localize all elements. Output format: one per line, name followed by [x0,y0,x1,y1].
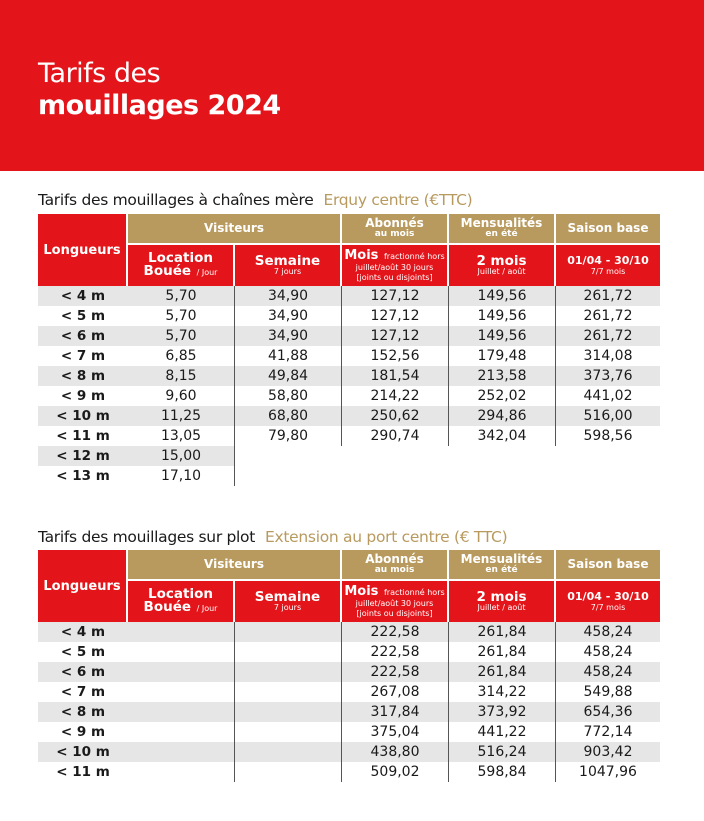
semaine-cell [235,722,342,742]
rates-table-plot [38,550,660,782]
table-row [38,406,660,426]
header-mois-sub2: juillet/août 30 jours [355,263,434,273]
header-mensualites [449,214,556,245]
location-cell [128,662,235,682]
length-cell: < 7 m [60,348,106,364]
length-cell: < 11 m [56,428,110,444]
table-row [38,622,660,642]
header-location [128,245,235,286]
header-deux-mois-sub: Juillet / août [477,266,526,276]
table1-title: Tarifs des mouillages à chaînes mère [38,191,314,209]
title-banner [0,0,704,171]
header-abonnes-label: Abonnés [365,551,424,566]
header-location [128,581,235,622]
length-cell: < 12 m [38,446,128,466]
location-cell [128,702,235,722]
table-row [38,306,660,326]
table-row [38,722,660,742]
semaine-cell [235,622,342,642]
saison-cell: 261,72 [556,286,660,306]
mois-cell: 267,08 [342,682,449,702]
saison-cell: 458,24 [556,662,660,682]
table2-subtitle: Extension au port centre (€ TTC) [265,528,508,546]
header-mois-sub3: [joints ou disjoints] [356,609,433,619]
deux-mois-cell: 252,02 [449,386,556,406]
header-mensualites-sub: en été [485,228,518,239]
header-mensualites-label: Mensualités [460,215,543,230]
table-row [38,662,660,682]
deux-mois-cell: 179,48 [449,346,556,366]
header-deux-mois-label: 2 mois [476,252,527,269]
saison-cell: 598,56 [583,428,633,444]
deux-mois-cell: 342,04 [449,426,556,446]
rates-table-chaines [38,214,660,486]
deux-mois-cell: 261,84 [449,622,556,642]
header-deux-mois-sub: Juillet / août [477,602,526,612]
table-row [38,346,660,366]
deux-mois-cell: 294,86 [449,406,556,426]
header-visiteurs: Visiteurs [128,214,342,245]
saison-cell: 458,24 [583,644,633,660]
header-mensualites-sub: en été [485,564,518,575]
header-mois [342,245,449,286]
header-abonnes-label: Abonnés [365,215,424,230]
mois-cell: 375,04 [342,722,449,742]
semaine-cell: 41,88 [235,346,342,366]
empty-cell [235,446,660,466]
header-mois-sub1: fractionné hors [383,252,445,262]
mois-cell: 127,12 [342,306,449,326]
deux-mois-cell: 373,92 [449,702,556,722]
header-location-label: Location [148,586,213,603]
header-saison-sub: 7/7 mois [590,266,626,276]
table-row [38,742,660,762]
table-row [38,326,660,346]
length-cell: < 10 m [38,406,128,426]
header-deux-mois-label: 2 mois [476,588,527,605]
mois-cell: 509,02 [342,762,449,782]
mois-cell: 214,22 [342,386,449,406]
saison-cell: 516,00 [556,406,660,426]
mois-cell: 152,56 [342,346,449,366]
header-semaine-sub: 7 jours [273,602,302,612]
location-cell: 17,10 [128,466,235,486]
semaine-cell [235,682,342,702]
length-cell: < 8 m [38,366,128,386]
saison-cell: 549,88 [583,684,633,700]
table-row [38,446,660,466]
length-cell: < 4 m [38,286,128,306]
table-row [38,682,660,702]
mois-cell: 438,80 [342,742,449,762]
header-saison-dates-label: 01/04 - 30/10 [567,253,649,267]
length-cell: < 6 m [38,662,128,682]
semaine-cell [235,762,342,782]
table2-heading [38,528,507,546]
deux-mois-cell: 261,84 [449,662,556,682]
saison-cell: 441,02 [583,388,633,404]
header-bouee-label: Bouée [143,263,192,280]
deux-mois-cell: 149,56 [449,306,556,326]
header-semaine [235,245,342,286]
table1-heading [38,191,472,209]
saison-cell: 458,24 [556,622,660,642]
saison-cell: 772,14 [583,724,633,740]
header-mensualites [449,550,556,581]
mois-cell: 127,12 [342,286,449,306]
length-cell: < 6 m [38,326,128,346]
header-bouee-label: Bouée [143,599,192,616]
mois-cell: 222,58 [342,642,449,662]
deux-mois-cell: 441,22 [449,722,556,742]
header-semaine [235,581,342,622]
location-cell: 15,00 [128,446,235,466]
length-cell: < 9 m [60,724,106,740]
table-row [38,426,660,446]
deux-mois-cell: 261,84 [449,642,556,662]
deux-mois-cell: 314,22 [449,682,556,702]
location-cell: 5,70 [128,286,235,306]
header-saison-dates [556,245,660,286]
table-row [38,702,660,722]
table2-title: Tarifs des mouillages sur plot [38,528,256,546]
header-semaine-label: Semaine [254,588,321,605]
table-row [38,386,660,406]
header-abonnes [342,550,449,581]
deux-mois-cell: 149,56 [449,286,556,306]
mois-cell: 250,62 [342,406,449,426]
header-semaine-sub: 7 jours [273,266,302,276]
length-cell: < 9 m [60,388,106,404]
length-cell: < 5 m [60,644,106,660]
mois-cell: 290,74 [342,426,449,446]
deux-mois-cell: 516,24 [449,742,556,762]
location-cell [128,642,235,662]
location-cell: 8,15 [128,366,235,386]
header-mois-sub1: fractionné hors [383,588,445,598]
semaine-cell: 34,90 [235,306,342,326]
semaine-cell [235,742,342,762]
location-cell [128,742,235,762]
header-semaine-label: Semaine [254,252,321,269]
semaine-cell [235,662,342,682]
semaine-cell: 34,90 [235,326,342,346]
header-mois-sub2: juillet/août 30 jours [355,599,434,609]
length-cell: < 10 m [38,742,128,762]
header-deux-mois [449,245,556,286]
saison-cell: 654,36 [556,702,660,722]
header-saison-dates-label: 01/04 - 30/10 [567,589,649,603]
length-cell: < 13 m [56,468,110,484]
semaine-cell: 34,90 [235,286,342,306]
mois-cell: 181,54 [342,366,449,386]
header-mois-label: Mois [344,584,379,600]
deux-mois-cell: 149,56 [449,326,556,346]
table-row [38,466,660,486]
saison-cell: 903,42 [556,742,660,762]
header-jour-label: / Jour [196,604,218,614]
table-row [38,366,660,386]
header-location-label: Location [148,250,213,267]
header-mois-sub3: [joints ou disjoints] [356,273,433,283]
header-abonnes-sub: au mois [374,564,415,575]
semaine-cell [235,642,342,662]
header-abonnes-sub: au mois [374,228,415,239]
page-title-line1: Tarifs des [38,58,161,89]
length-cell: < 8 m [38,702,128,722]
location-cell: 13,05 [128,426,235,446]
semaine-cell: 68,80 [235,406,342,426]
semaine-cell [235,702,342,722]
table-row [38,286,660,306]
header-saison-dates [556,581,660,622]
location-cell: 6,85 [128,346,235,366]
length-cell: < 7 m [60,684,106,700]
saison-cell: 314,08 [583,348,633,364]
table1-subtitle: Erquy centre (€TTC) [323,191,473,209]
location-cell: 9,60 [128,386,235,406]
location-cell: 11,25 [128,406,235,426]
header-longueurs: Longueurs [38,550,128,622]
mois-cell: 317,84 [342,702,449,722]
location-cell [128,762,235,782]
header-mensualites-label: Mensualités [460,551,543,566]
mois-cell: 222,58 [342,662,449,682]
deux-mois-cell: 598,84 [449,762,556,782]
semaine-cell: 58,80 [235,386,342,406]
location-cell [128,722,235,742]
header-abonnes [342,214,449,245]
header-deux-mois [449,581,556,622]
header-longueurs: Longueurs [38,214,128,286]
length-cell: < 4 m [38,622,128,642]
header-visiteurs: Visiteurs [128,550,342,581]
header-saison: Saison base [556,214,660,245]
header-mois [342,581,449,622]
header-saison: Saison base [556,550,660,581]
page-title-line2: mouillages 2024 [38,90,281,121]
length-cell: < 11 m [56,764,110,780]
location-cell: 5,70 [128,306,235,326]
header-saison-sub: 7/7 mois [590,602,626,612]
mois-cell: 222,58 [342,622,449,642]
length-cell: < 5 m [60,308,106,324]
saison-cell: 261,72 [556,326,660,346]
semaine-cell: 49,84 [235,366,342,386]
location-cell: 5,70 [128,326,235,346]
header-mois-label: Mois [344,248,379,264]
header-jour-label: / Jour [196,268,218,278]
saison-cell: 373,76 [556,366,660,386]
deux-mois-cell: 213,58 [449,366,556,386]
semaine-cell: 79,80 [235,426,342,446]
location-cell [128,682,235,702]
table-row [38,642,660,662]
location-cell [128,622,235,642]
table-row [38,762,660,782]
saison-cell: 261,72 [583,308,633,324]
mois-cell: 127,12 [342,326,449,346]
empty-cell [235,466,660,486]
saison-cell: 1047,96 [579,764,637,780]
